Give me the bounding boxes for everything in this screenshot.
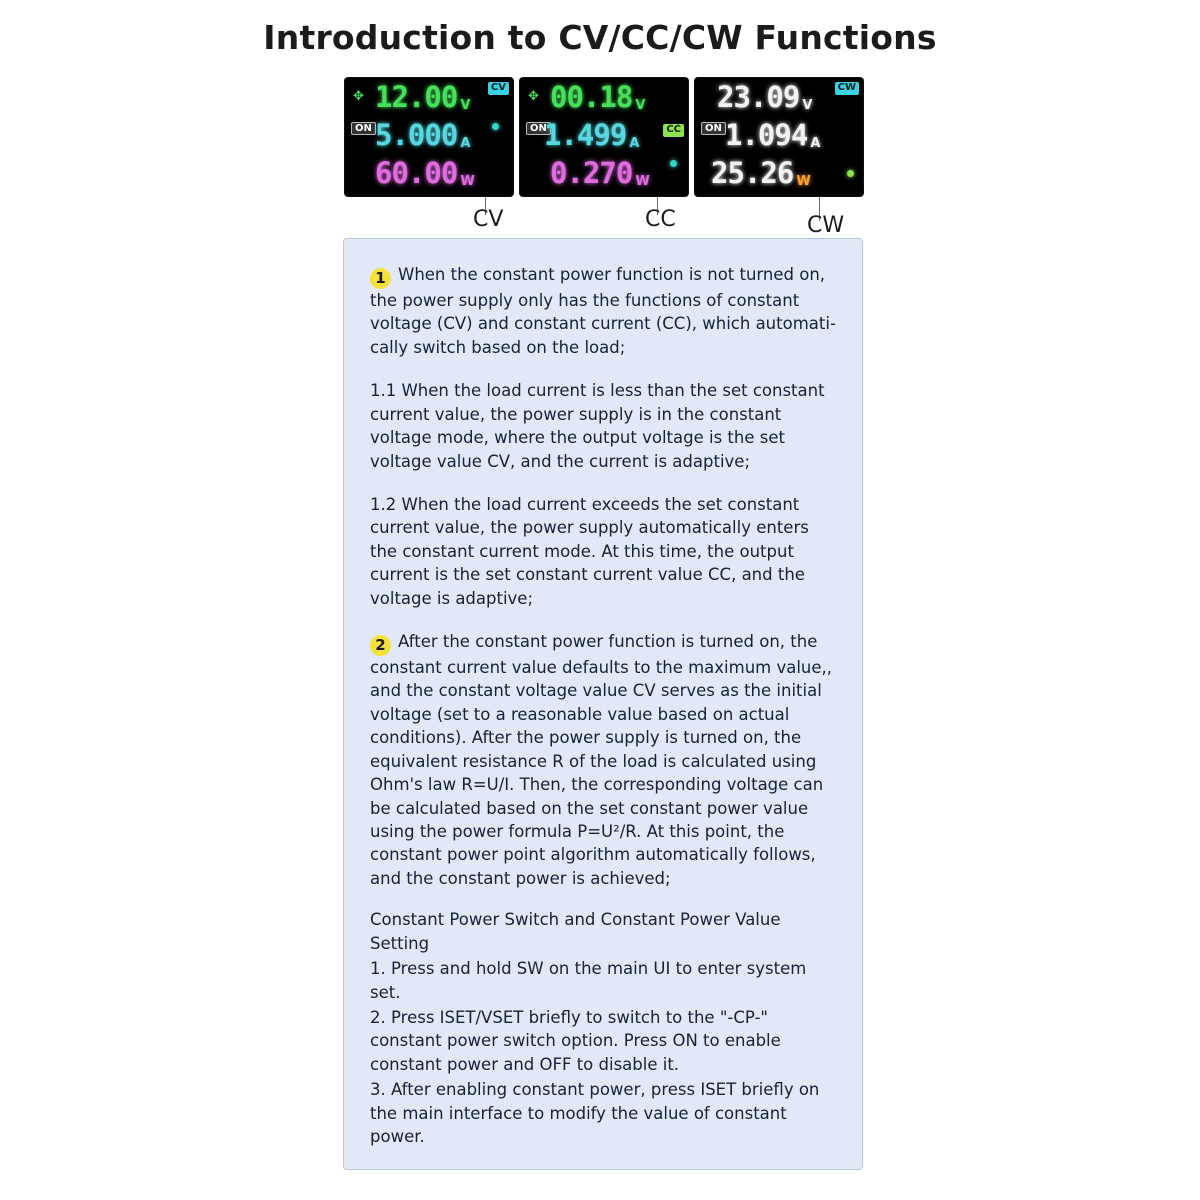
settings-step-1: 1. Press and hold SW on the main UI to enter system set. [370,959,807,1002]
cc-current-unit: A [629,136,640,151]
cc-current-value: 1.499 [544,117,627,152]
cc-indicator-dot [670,160,677,167]
item-1-text: When the constant power function is not turned on, the power supply only has the functions of constant voltage (CV) and constant current (CC), which automati-cally switch based on the load; [370,265,836,357]
label-cc: CC [645,207,676,232]
cv-current-value: 5.000 [375,117,458,152]
cw-power-value: 25.26 [711,155,794,190]
settings-step-3: 3. After enabling constant power, press ISET briefly on the main interface to modify the value of constant power. [370,1080,820,1147]
cv-voltage-value: 12.00 [375,79,458,114]
cc-power-unit: W [635,174,650,189]
cv-on-badge: ON [351,122,376,135]
cw-current-value: 1.094 [725,117,808,152]
cv-voltage-unit: V [460,98,471,113]
cc-panel [520,78,688,196]
item-1-badge: 1 [370,268,391,289]
item-1-paragraph [370,263,840,359]
cv-current-unit: A [460,136,471,151]
cv-indicator-dot [492,123,499,130]
cc-mode-tag: CC [663,124,684,137]
cv-power-value: 60.00 [375,155,458,190]
cc-on-badge: ON [526,122,551,135]
item-2-paragraph [370,630,840,890]
lock-icon: ✥ [353,88,364,103]
cc-voltage-unit: V [635,98,646,113]
cv-panel [345,78,513,196]
label-cv: CV [473,207,504,232]
item-1-2-paragraph: 1.2 When the load current exceeds the set constant current value, the power supply automatically enters the constant current mode. At this time, the output current is the set constant current value CC, and the voltage is adaptive; [370,494,809,608]
page-title: Introduction to CV/CC/CW Functions [263,18,937,57]
item-2-badge: 2 [370,635,391,656]
cw-on-badge: ON [701,122,726,135]
cw-power-unit: W [796,174,811,189]
cw-current-unit: A [810,136,821,151]
item-1-1-paragraph: 1.1 When the load current is less than the set constant current value, the power supply is in the constant voltage mode, where the output voltage is the set voltage value CV, and the current is adaptive; [370,381,825,471]
label-cw: CW [807,213,845,238]
cv-mode-tag: CV [488,82,509,95]
cw-mode-tag-cv: CW [835,82,859,95]
settings-heading: Constant Power Switch and Constant Power Value Setting [370,910,781,953]
cw-voltage-unit: V [802,98,813,113]
cv-power-unit: W [460,174,475,189]
display-panels [345,78,865,196]
cw-voltage-value: 23.09 [717,79,800,114]
lock-icon: ✥ [528,88,539,103]
description-card [343,238,863,1170]
cc-voltage-value: 00.18 [550,79,633,114]
settings-step-2: 2. Press ISET/VSET briefly to switch to the "-CP-" constant power switch option. Press ON to enable constant power and OFF to disable it. [370,1007,781,1074]
cc-power-value: 0.270 [550,155,633,190]
cw-panel [695,78,863,196]
cw-indicator-dot [847,170,854,177]
settings-block [370,908,840,1148]
panel-labels [345,205,865,238]
item-2-text: After the constant power function is turned on, the constant current value defaults to the maximum value,, and the constant voltage value CV serves as the initial voltage (set to a reasonable value based on actual conditions). After the power supply is turned on, the equivalent resistance R of the load is calculated using Ohm's law R=U/I. Then, the corresponding voltage can be calculated based on the set constant power value using the power formula P=U²/R. At this point, the constant power point algorithm automatically follows, and the constant power is achieved; [370,632,833,888]
